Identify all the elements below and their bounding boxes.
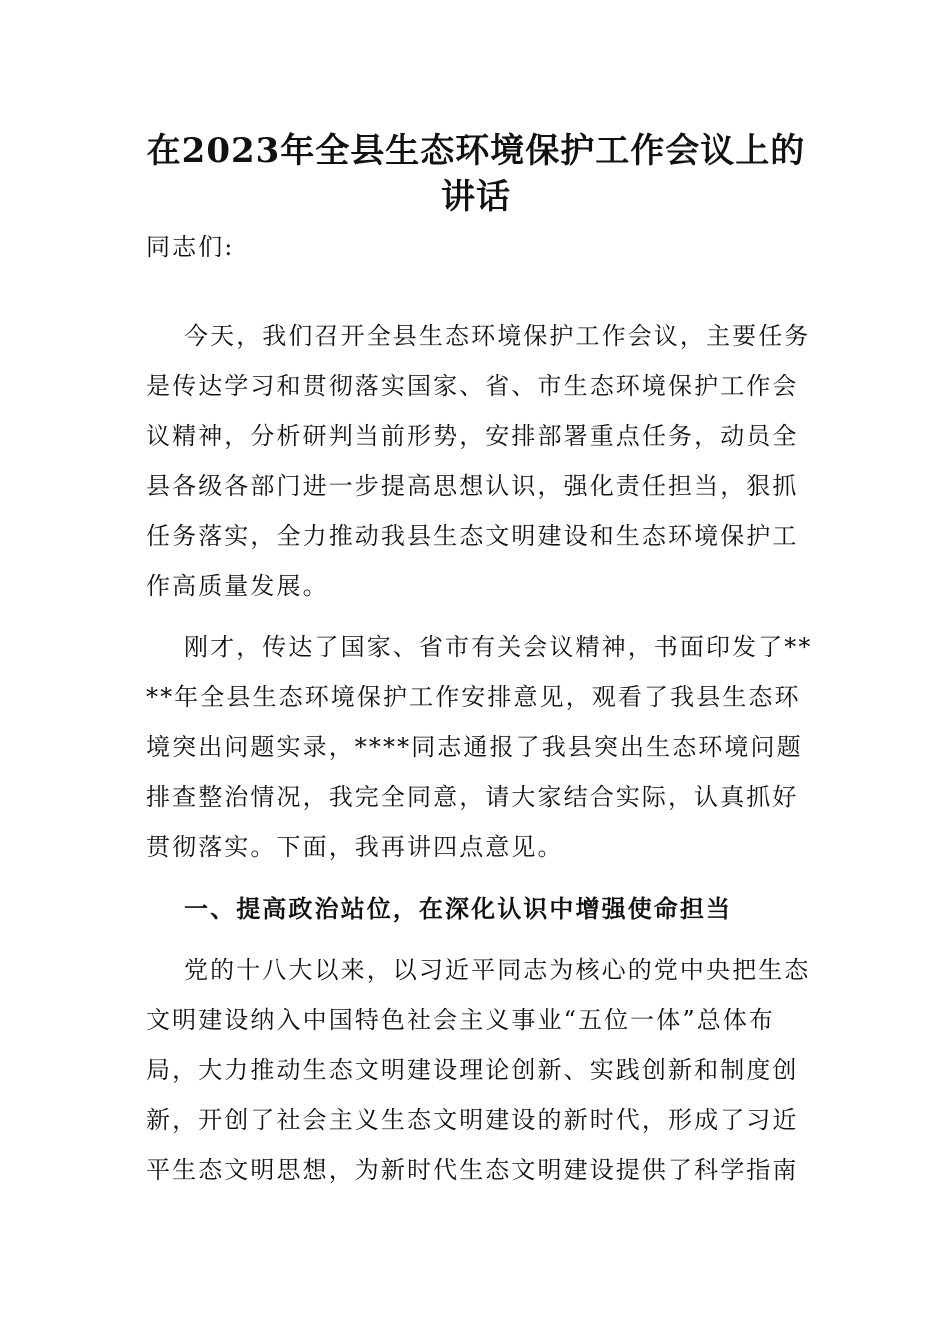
paragraph-1-line-5: 任务落实，全力推动我县生态文明建设和生态环境保护工 (146, 522, 799, 550)
salutation: 同志们: (146, 233, 235, 261)
paragraph-2-line-5: 贯彻落实。下面，我再讲四点意见。 (146, 833, 564, 861)
paragraph-1-line-6: 作高质量发展。 (146, 572, 329, 600)
paragraph-3-line-3: 局，大力推动生态文明建设理论创新、实践创新和制度创 (146, 1056, 799, 1084)
paragraph-3-line-1: 党的十八大以来，以习近平同志为核心的党中央把生态 (184, 956, 811, 984)
paragraph-1-line-3: 议精神，分析研判当前形势，安排部署重点任务，动员全 (146, 422, 799, 450)
paragraph-3-line-2: 文明建设纳入中国特色社会主义事业“五位一体”总体布 (146, 1006, 776, 1034)
paragraph-1-line-1: 今天，我们召开全县生态环境保护工作会议，主要任务 (184, 322, 811, 350)
document-title-line-2: 讲话 (441, 177, 511, 217)
paragraph-1-line-4: 县各级各部门进一步提高思想认识，强化责任担当，狠抓 (146, 472, 799, 500)
paragraph-1-line-2: 是传达学习和贯彻落实国家、省、市生态环境保护工作会 (146, 372, 799, 400)
paragraph-2-line-3: 境突出问题实录，****同志通报了我县突出生态环境问题 (146, 733, 803, 761)
paragraph-2-line-1: 刚才，传达了国家、省市有关会议精神，书面印发了** (184, 633, 813, 661)
document-title-line-1: 在2023年全县生态环境保护工作会议上的 (146, 131, 806, 171)
paragraph-3-line-4: 新，开创了社会主义生态文明建设的新时代，形成了习近 (146, 1106, 799, 1134)
paragraph-2-line-4: 排查整治情况，我完全同意，请大家结合实际，认真抓好 (146, 783, 799, 811)
paragraph-3-line-5: 平生态文明思想，为新时代生态文明建设提供了科学指南 (146, 1156, 799, 1184)
paragraph-2-line-2: **年全县生态环境保护工作安排意见，观看了我县生态环 (146, 683, 801, 711)
section-heading-1: 一、提高政治站位，在深化认识中增强使命担当 (184, 894, 733, 923)
